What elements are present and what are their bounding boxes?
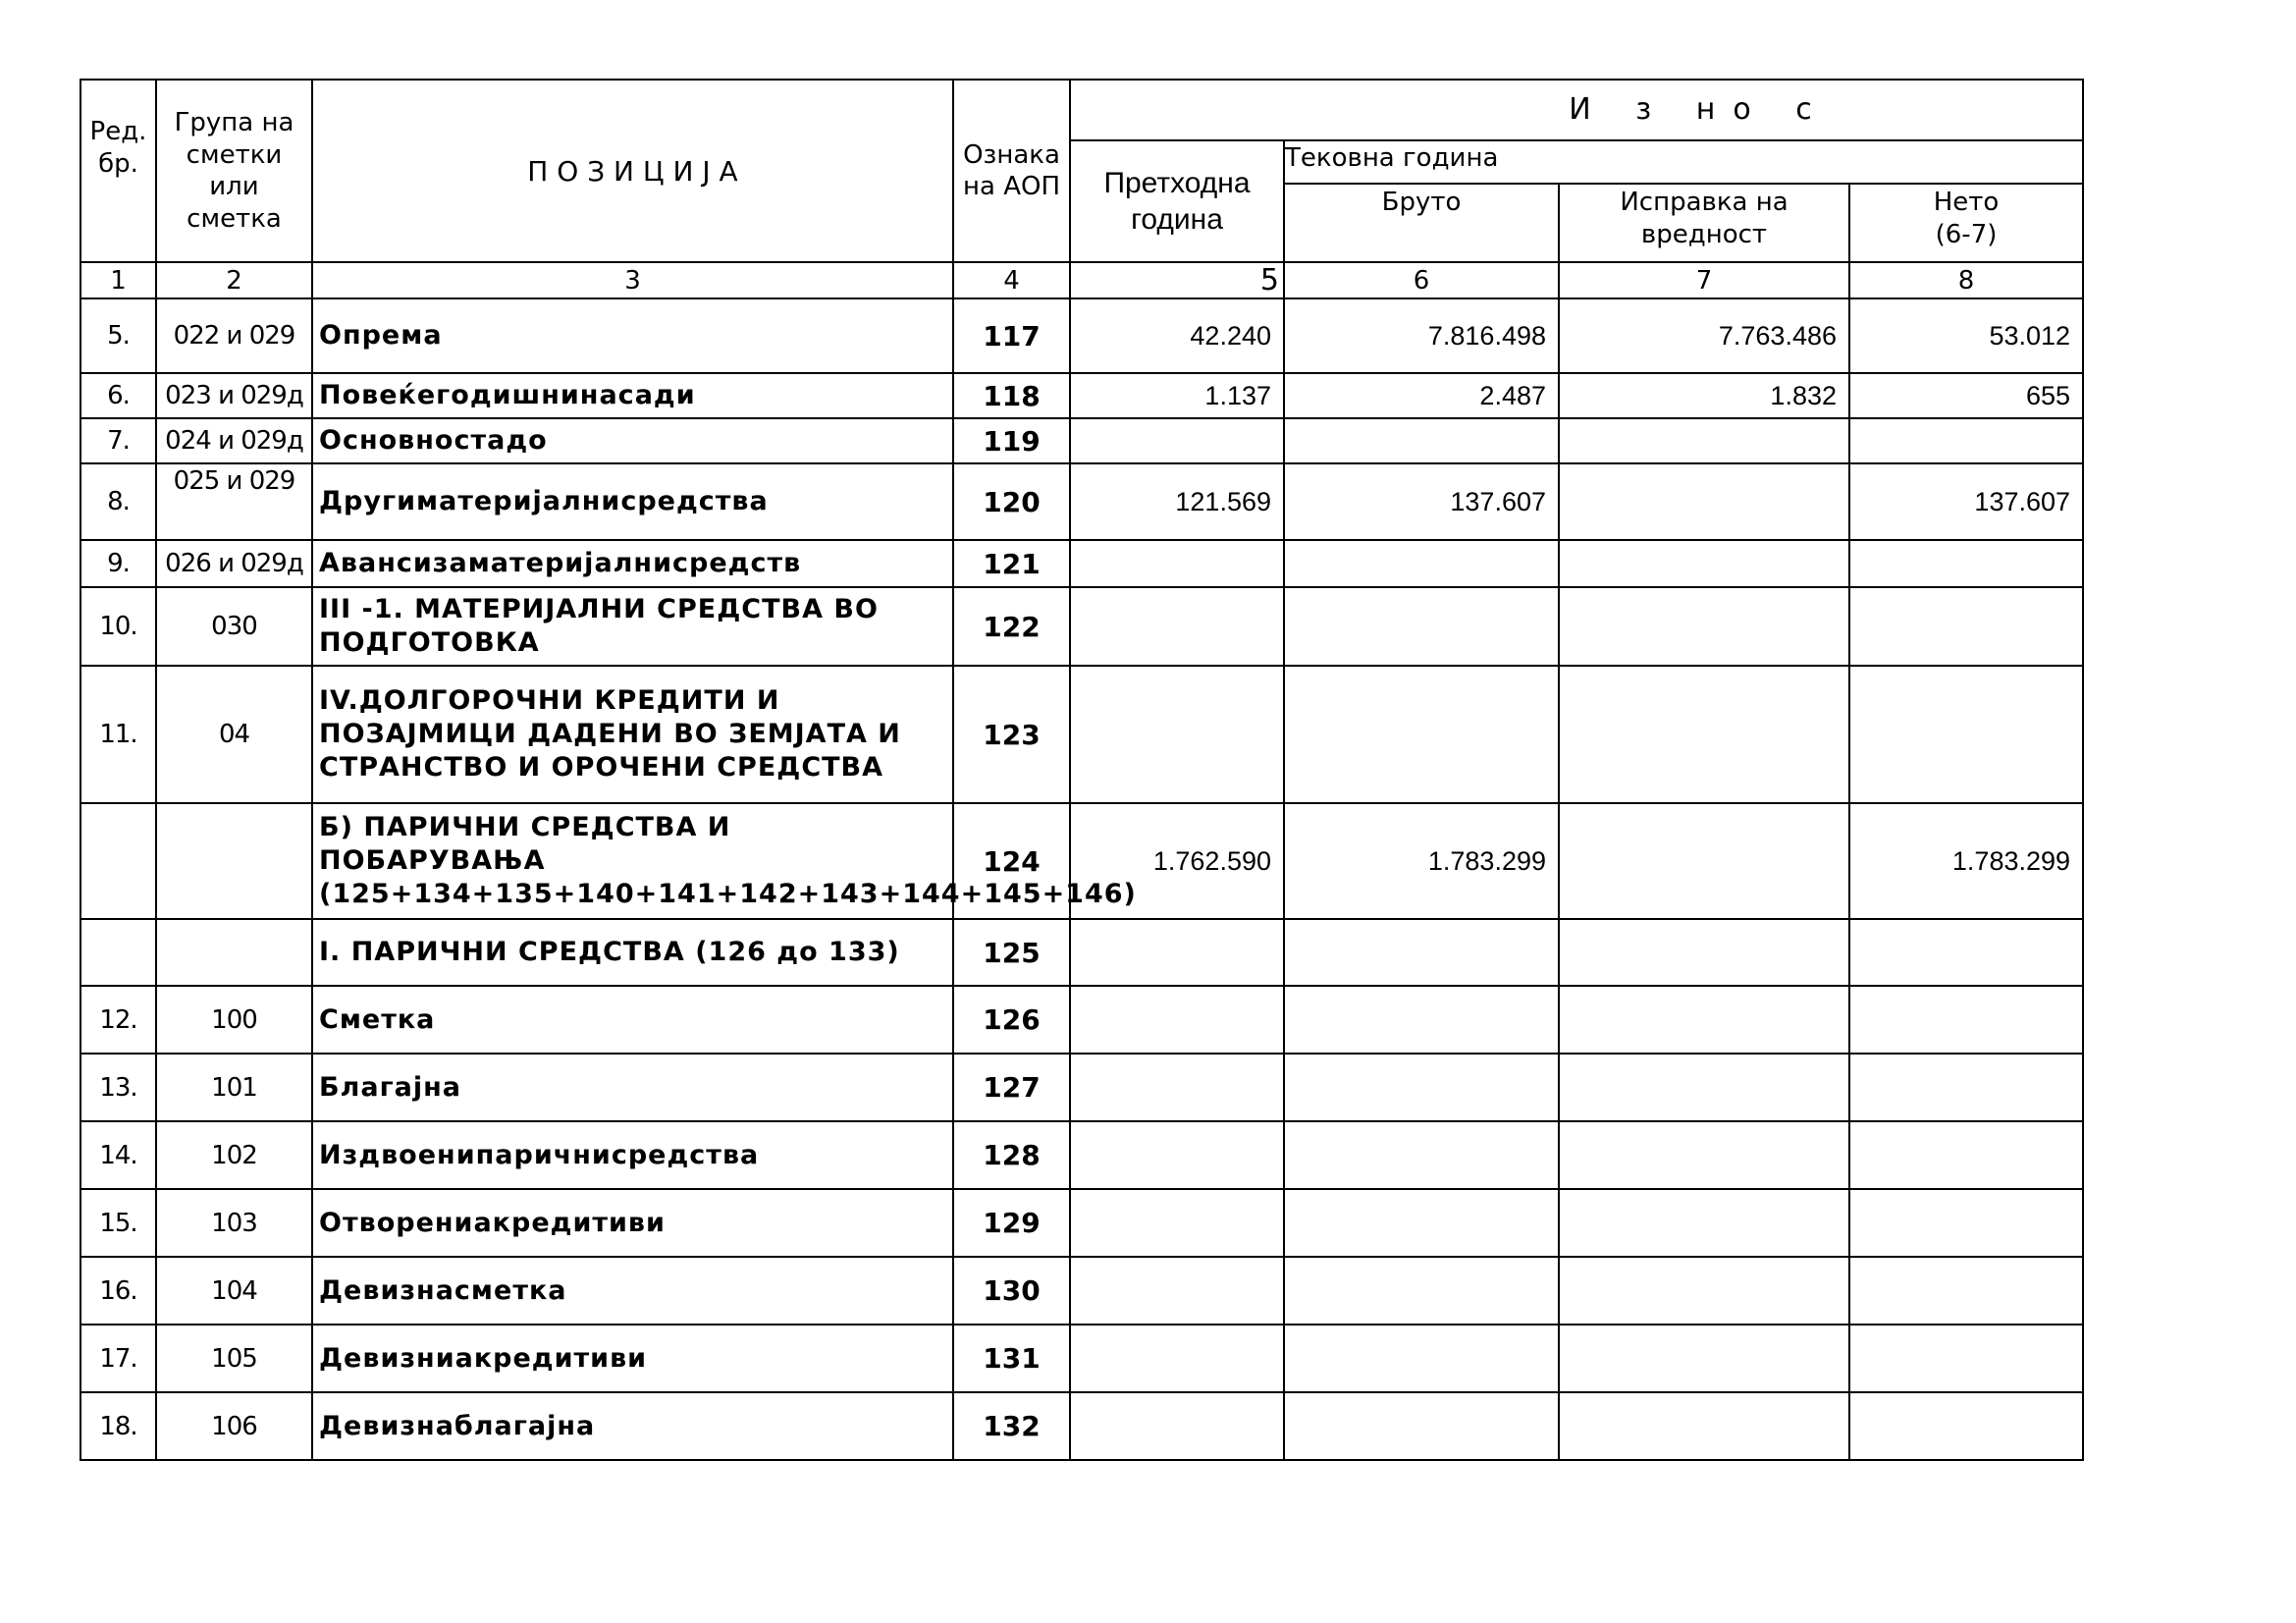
column-number: 7	[1559, 262, 1849, 298]
position-label	[312, 1054, 953, 1121]
position-label-text: Основностадо	[319, 425, 548, 457]
aop-code	[953, 666, 1070, 803]
correction-value-text: 1.832	[1770, 380, 1837, 410]
correction-value-text: 7.763.486	[1718, 320, 1837, 351]
account-group	[156, 1325, 312, 1392]
header-position-label: П О З И Ц И Ј А	[527, 154, 738, 188]
net-value	[1849, 1189, 2083, 1257]
row-number	[80, 1257, 156, 1325]
position-label	[312, 986, 953, 1054]
position-label	[312, 418, 953, 463]
account-group	[156, 1257, 312, 1325]
header-current-year-label: Тековна година	[1285, 143, 1499, 173]
correction-value	[1559, 373, 1849, 418]
net-value	[1849, 666, 2083, 803]
account-group-text: 106	[211, 1411, 257, 1441]
position-label	[312, 1257, 953, 1325]
account-group-text: 023 и 029д	[165, 381, 303, 410]
table-row	[80, 986, 2083, 1054]
net-value	[1849, 1325, 2083, 1392]
table-row	[80, 540, 2083, 587]
row-number	[80, 373, 156, 418]
previous-year-value	[1070, 463, 1284, 540]
account-group	[156, 540, 312, 587]
previous-year-value	[1070, 540, 1284, 587]
row-number-text: 11.	[99, 720, 137, 749]
row-number	[80, 1392, 156, 1460]
gross-value-text: 2.487	[1479, 380, 1546, 410]
header-correction-label: Исправка на вредност	[1620, 188, 1789, 249]
correction-value	[1559, 1121, 1849, 1189]
gross-value-text: 7.816.498	[1427, 320, 1546, 351]
gross-value	[1284, 418, 1559, 463]
aop-code-text: 127	[983, 1071, 1041, 1104]
previous-year-value	[1070, 666, 1284, 803]
row-number-text: 9.	[107, 549, 130, 578]
column-numbers-row	[80, 262, 2083, 298]
net-value	[1849, 373, 2083, 418]
header-red-br	[80, 80, 156, 262]
gross-value	[1284, 803, 1559, 919]
position-label-text: Сметка	[319, 1003, 436, 1035]
position-label	[312, 463, 953, 540]
balance-sheet	[80, 79, 2084, 1461]
account-group	[156, 373, 312, 418]
row-number	[80, 1054, 156, 1121]
aop-code	[953, 919, 1070, 986]
aop-code-text: 126	[983, 1003, 1041, 1036]
row-number-text: 8.	[107, 487, 130, 516]
net-value	[1849, 919, 2083, 986]
position-label-text: Издвоенипаричнисредства	[319, 1139, 760, 1170]
header-gross	[1284, 184, 1559, 262]
net-value-text: 1.783.299	[1951, 845, 2071, 876]
account-group-text: 024 и 029д	[165, 426, 303, 456]
gross-value-text: 137.607	[1450, 486, 1546, 516]
table-row	[80, 1325, 2083, 1392]
position-label	[312, 1392, 953, 1460]
row-number	[80, 587, 156, 666]
aop-code	[953, 1121, 1070, 1189]
gross-value	[1284, 298, 1559, 373]
previous-year-value	[1070, 1189, 1284, 1257]
header-aop-label: Ознака на АОП	[963, 139, 1060, 201]
position-label-text: IV.ДОЛГОРОЧНИ КРЕДИТИ И ПОЗАЈМИЦИ ДАДЕНИ ВО ЗЕМЈАТА И СТРАНСТВО И ОРОЧЕНИ СРЕДСТВА	[319, 685, 901, 783]
previous-year-value	[1070, 418, 1284, 463]
aop-code-text: 119	[983, 424, 1041, 458]
column-number: 4	[953, 262, 1070, 298]
net-value	[1849, 986, 2083, 1054]
account-group-text: 04	[218, 720, 250, 749]
row-number-text: 10.	[99, 612, 137, 641]
position-label-text: Девизнаблагајна	[319, 1410, 596, 1441]
table-row	[80, 1257, 2083, 1325]
previous-year-value	[1070, 298, 1284, 373]
account-group	[156, 919, 312, 986]
column-number: 1	[80, 262, 156, 298]
previous-year-value-text: 42.240	[1190, 320, 1271, 351]
row-number-text: 5.	[107, 321, 130, 351]
net-value-text: 137.607	[1974, 486, 2071, 516]
aop-code-text: 123	[983, 718, 1041, 751]
row-number-text: 14.	[99, 1140, 137, 1170]
gross-value	[1284, 1257, 1559, 1325]
aop-code	[953, 1392, 1070, 1460]
previous-year-value	[1070, 1325, 1284, 1392]
correction-value	[1559, 587, 1849, 666]
aop-code-text: 128	[983, 1139, 1041, 1171]
correction-value	[1559, 803, 1849, 919]
header-red-br-label: Ред. бр.	[89, 117, 147, 179]
gross-value	[1284, 540, 1559, 587]
account-group	[156, 1189, 312, 1257]
correction-value	[1559, 1054, 1849, 1121]
table-row	[80, 1054, 2083, 1121]
correction-value	[1559, 1325, 1849, 1392]
row-number-text: 13.	[99, 1072, 137, 1103]
previous-year-value-text: 1.762.590	[1152, 845, 1271, 876]
row-number	[80, 463, 156, 540]
previous-year-value	[1070, 587, 1284, 666]
account-group-text: 104	[211, 1275, 257, 1306]
row-number-text: 6.	[107, 381, 130, 410]
gross-value	[1284, 1121, 1559, 1189]
aop-code-text: 117	[983, 319, 1041, 352]
account-group	[156, 803, 312, 919]
gross-value	[1284, 919, 1559, 986]
table-row	[80, 373, 2083, 418]
account-group	[156, 463, 312, 540]
correction-value	[1559, 298, 1849, 373]
net-value-text: 655	[2025, 380, 2071, 410]
row-number-text: 15.	[99, 1208, 137, 1238]
net-value	[1849, 1257, 2083, 1325]
header-amount	[1070, 80, 2083, 140]
row-number-text: 12.	[99, 1004, 137, 1035]
position-label-text: Девизниакредитиви	[319, 1342, 648, 1374]
position-label	[312, 1189, 953, 1257]
net-value	[1849, 1392, 2083, 1460]
correction-value	[1559, 418, 1849, 463]
column-number: 5	[1070, 262, 1284, 298]
previous-year-value	[1070, 373, 1284, 418]
header-net	[1849, 184, 2083, 262]
account-group	[156, 587, 312, 666]
row-number	[80, 919, 156, 986]
account-group	[156, 986, 312, 1054]
position-label	[312, 298, 953, 373]
gross-value	[1284, 1325, 1559, 1392]
account-group	[156, 666, 312, 803]
table-row	[80, 1392, 2083, 1460]
position-label-text: I. ПАРИЧНИ СРЕДСТВА (126 до 133)	[319, 937, 900, 968]
aop-code	[953, 1257, 1070, 1325]
net-value	[1849, 298, 2083, 373]
correction-value	[1559, 1392, 1849, 1460]
row-number	[80, 418, 156, 463]
aop-code-text: 131	[983, 1342, 1041, 1375]
header-group	[156, 80, 312, 262]
account-group	[156, 1121, 312, 1189]
row-number	[80, 666, 156, 803]
previous-year-value	[1070, 919, 1284, 986]
account-group-text: 103	[211, 1208, 257, 1238]
account-group	[156, 1054, 312, 1121]
aop-code	[953, 587, 1070, 666]
net-value	[1849, 1121, 2083, 1189]
header-correction	[1559, 184, 1849, 262]
row-number	[80, 986, 156, 1054]
header-amount-label: И з но с	[1569, 92, 1830, 128]
aop-code	[953, 463, 1070, 540]
gross-value	[1284, 666, 1559, 803]
net-value	[1849, 418, 2083, 463]
header-net-label: Нето	[1933, 188, 2000, 217]
row-number-text: 7.	[107, 426, 130, 456]
balance-table	[80, 79, 2084, 1461]
table-row	[80, 298, 2083, 373]
account-group-text: 025 и 029	[173, 466, 295, 496]
column-number: 8	[1849, 262, 2083, 298]
aop-code-text: 130	[983, 1274, 1041, 1307]
account-group-text: 026 и 029д	[165, 549, 303, 578]
position-label-text: Благајна	[319, 1071, 462, 1103]
column-number: 6	[1284, 262, 1559, 298]
column-number: 2	[156, 262, 312, 298]
aop-code-text: 122	[983, 610, 1041, 643]
position-label-text: Б) ПАРИЧНИ СРЕДСТВА И ПОБАРУВАЊА (125+134+135+140+141+142+143+144+145+146)	[319, 812, 1137, 909]
row-number	[80, 1325, 156, 1392]
gross-value	[1284, 1392, 1559, 1460]
gross-value	[1284, 986, 1559, 1054]
account-group-text: 030	[211, 612, 257, 641]
previous-year-value	[1070, 1392, 1284, 1460]
gross-value	[1284, 463, 1559, 540]
row-number-text: 16.	[99, 1275, 137, 1306]
aop-code	[953, 986, 1070, 1054]
net-value	[1849, 540, 2083, 587]
row-number-text: 18.	[99, 1411, 137, 1441]
aop-code-text: 129	[983, 1207, 1041, 1239]
previous-year-value	[1070, 1257, 1284, 1325]
gross-value	[1284, 373, 1559, 418]
row-number	[80, 1189, 156, 1257]
net-value-text: 53.012	[1989, 320, 2071, 351]
row-number	[80, 1121, 156, 1189]
correction-value	[1559, 540, 1849, 587]
header-previous-year-label: Претходна година	[1103, 166, 1251, 236]
header-current-year	[1284, 140, 2083, 184]
position-label	[312, 373, 953, 418]
previous-year-value	[1070, 1054, 1284, 1121]
account-group	[156, 1392, 312, 1460]
account-group	[156, 298, 312, 373]
header-position	[312, 80, 953, 262]
account-group-text: 105	[211, 1343, 257, 1374]
position-label	[312, 587, 953, 666]
row-number	[80, 540, 156, 587]
row-number	[80, 803, 156, 919]
correction-value	[1559, 1257, 1849, 1325]
aop-code	[953, 418, 1070, 463]
account-group-text: 022 и 029	[173, 321, 295, 351]
table-row	[80, 418, 2083, 463]
gross-value	[1284, 1054, 1559, 1121]
table-row	[80, 803, 2083, 919]
net-value	[1849, 463, 2083, 540]
correction-value	[1559, 463, 1849, 540]
aop-code-text: 121	[983, 547, 1041, 580]
position-label-text: Отворениакредитиви	[319, 1207, 666, 1238]
table-row	[80, 587, 2083, 666]
table-row	[80, 1189, 2083, 1257]
gross-value-text: 1.783.299	[1427, 845, 1546, 876]
position-label-text: Авансизаматеријалнисредств	[319, 548, 802, 579]
account-group-text: 102	[211, 1140, 257, 1170]
position-label-text: Повеќегодишнинасади	[319, 380, 696, 411]
previous-year-value-text: 1.137	[1204, 380, 1271, 410]
correction-value	[1559, 919, 1849, 986]
account-group-text: 100	[211, 1004, 257, 1035]
account-group	[156, 418, 312, 463]
position-label-text: Девизнасметка	[319, 1274, 567, 1306]
header-group-label: Група на сметки или сметка	[174, 108, 294, 234]
header-gross-label: Бруто	[1381, 188, 1462, 217]
aop-code	[953, 540, 1070, 587]
position-label	[312, 666, 953, 803]
table-row	[80, 1121, 2083, 1189]
aop-code	[953, 1325, 1070, 1392]
aop-code	[953, 298, 1070, 373]
row-number-text: 17.	[99, 1343, 137, 1374]
correction-value	[1559, 1189, 1849, 1257]
position-label-text: Другиматеријалнисредства	[319, 486, 769, 517]
aop-code-text: 125	[983, 936, 1041, 969]
position-label	[312, 1325, 953, 1392]
aop-code	[953, 1189, 1070, 1257]
aop-code	[953, 1054, 1070, 1121]
position-label-text: III -1. МАТЕРИЈАЛНИ СРЕДСТВА ВО ПОДГОТОВКА	[319, 594, 879, 658]
table-row	[80, 666, 2083, 803]
previous-year-value	[1070, 1121, 1284, 1189]
net-value	[1849, 1054, 2083, 1121]
position-label-text: Опрема	[319, 320, 443, 352]
header-aop	[953, 80, 1070, 262]
column-number: 3	[312, 262, 953, 298]
net-value	[1849, 587, 2083, 666]
previous-year-value-text: 121.569	[1175, 486, 1271, 516]
table-row	[80, 919, 2083, 986]
correction-value	[1559, 666, 1849, 803]
aop-code-text: 120	[983, 485, 1041, 518]
aop-code	[953, 373, 1070, 418]
aop-code-text: 124	[983, 844, 1041, 878]
aop-code-text: 132	[983, 1410, 1041, 1442]
header-net-formula: (6-7)	[1935, 219, 1998, 249]
previous-year-value	[1070, 986, 1284, 1054]
aop-code-text: 118	[983, 379, 1041, 412]
net-value	[1849, 803, 2083, 919]
table-row	[80, 463, 2083, 540]
position-label	[312, 1121, 953, 1189]
header-previous-year	[1070, 140, 1284, 262]
gross-value	[1284, 1189, 1559, 1257]
position-label	[312, 919, 953, 986]
account-group-text: 101	[211, 1072, 257, 1103]
position-label	[312, 540, 953, 587]
row-number	[80, 298, 156, 373]
gross-value	[1284, 587, 1559, 666]
correction-value	[1559, 986, 1849, 1054]
